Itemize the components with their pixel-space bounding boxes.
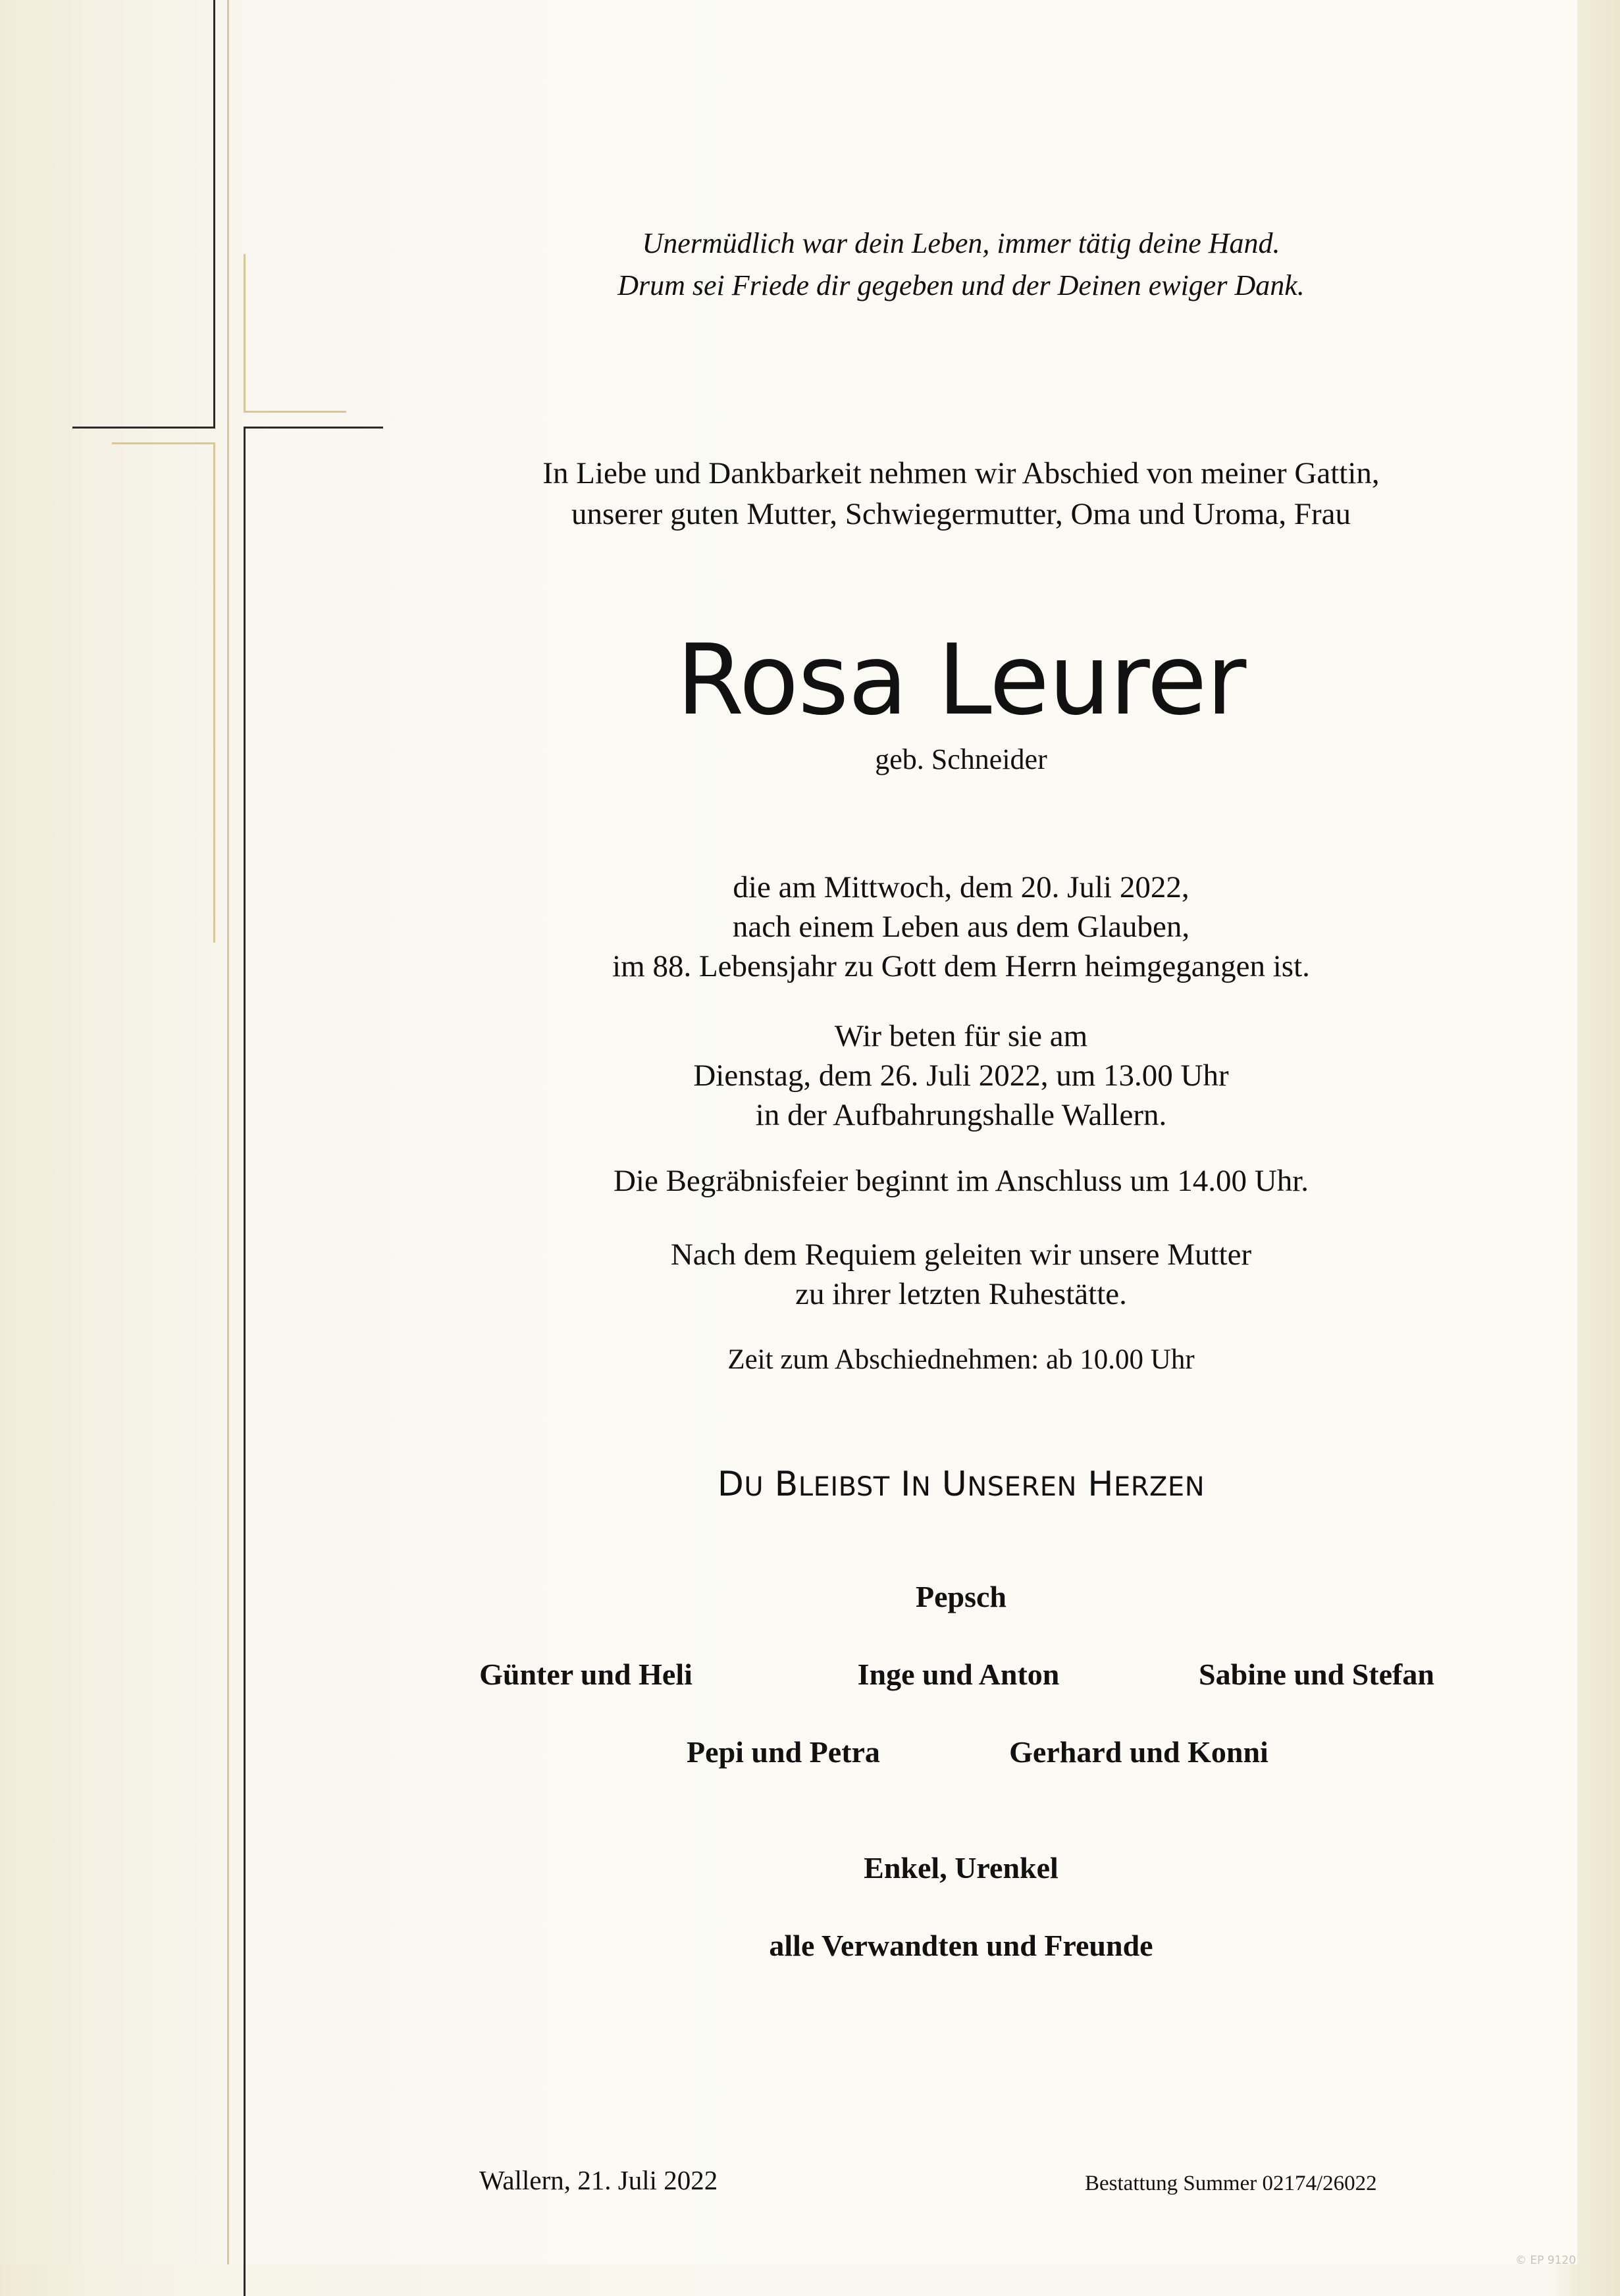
mourner-relatives: alle Verwandten und Freunde — [769, 1929, 1153, 1962]
mourner-child: Gerhard und Konni — [1009, 1735, 1268, 1769]
death-line: nach einem Leben aus dem Glauben, — [732, 910, 1190, 944]
heart-word-rest: LEIBST — [798, 1472, 890, 1502]
mourner-child: Günter und Heli — [479, 1657, 692, 1691]
cross-gold-horizontal-upper — [244, 411, 346, 413]
heart-word-rest: NSEREN — [967, 1472, 1077, 1502]
cross-gold-horizontal-lower — [112, 442, 215, 444]
mourner-child: Pepi und Petra — [687, 1735, 880, 1769]
prayer-line: Wir beten für sie am — [834, 1019, 1088, 1053]
heart-word-initial: B — [774, 1465, 798, 1504]
death-line: im 88. Lebensjahr zu Gott dem Herrn heimgegangen ist. — [612, 949, 1310, 983]
heart-word-initial: H — [1087, 1465, 1114, 1504]
prayer-line: Dienstag, dem 26. Juli 2022, um 13.00 Uhr — [693, 1058, 1229, 1093]
mourner-child: Inge und Anton — [857, 1657, 1060, 1691]
requiem-line: zu ihrer letzten Ruhestätte. — [795, 1277, 1127, 1311]
farewell-time: Zeit zum Abschiednehmen: ab 10.00 Uhr — [727, 1344, 1195, 1375]
requiem-notice — [428, 1235, 1494, 1314]
heart-word-rest: ERZEN — [1113, 1472, 1205, 1502]
heart-word-rest: N — [910, 1472, 931, 1502]
cross-gold-vertical-lower — [213, 442, 215, 943]
mourner-child: Sabine und Stefan — [1199, 1657, 1434, 1691]
death-notice — [428, 868, 1494, 986]
print-code: © EP 9120 — [1515, 2254, 1577, 2267]
heart-word-initial: D — [717, 1465, 745, 1504]
place-date: Wallern, 21. Juli 2022 — [479, 2165, 718, 2195]
heart-word-initial: I — [901, 1465, 911, 1504]
heart-phrase — [428, 1461, 1494, 1510]
prayer-line: in der Aufbahrungshalle Wallern. — [755, 1098, 1167, 1132]
heart-word-rest: U — [744, 1472, 764, 1502]
undertaker: Bestattung Summer 02174/26022 — [1085, 2172, 1377, 2195]
requiem-line: Nach dem Requiem geleiten wir unsere Mutter — [670, 1238, 1252, 1272]
heart-word-initial: U — [941, 1465, 968, 1504]
cross-dark-horizontal-right — [244, 427, 383, 429]
motto — [428, 222, 1494, 307]
prayer-notice — [428, 1016, 1494, 1135]
death-line: die am Mittwoch, dem 20. Juli 2022, — [733, 870, 1189, 904]
funeral-notice: Die Begräbnisfeier beginnt im Anschluss um 14.00 Uhr. — [613, 1164, 1309, 1198]
cross-gold-vertical-long — [227, 0, 229, 2264]
cross-dark-vertical-lower — [244, 427, 246, 2296]
intro-line: In Liebe und Dankbarkeit nehmen wir Abschied von meiner Gattin, — [542, 456, 1380, 490]
intro-line: unserer guten Mutter, Schwiegermutter, Oma und Uroma, Frau — [571, 497, 1351, 531]
motto-line: Unermüdlich war dein Leben, immer tätig deine Hand. — [642, 227, 1280, 259]
cross-dark-horizontal-left — [72, 427, 215, 429]
motto-line: Drum sei Friede dir gegeben und der Deinen ewiger Dank. — [617, 269, 1305, 301]
mourner-grandchildren: Enkel, Urenkel — [864, 1851, 1058, 1885]
cross-gold-vertical-upper — [244, 254, 246, 412]
cross-dark-vertical-upper — [213, 0, 215, 427]
deceased-name: Rosa Leurer — [676, 623, 1246, 737]
maiden-name: geb. Schneider — [875, 743, 1047, 775]
mourner-spouse: Pepsch — [916, 1580, 1006, 1613]
intro-text — [428, 453, 1494, 535]
